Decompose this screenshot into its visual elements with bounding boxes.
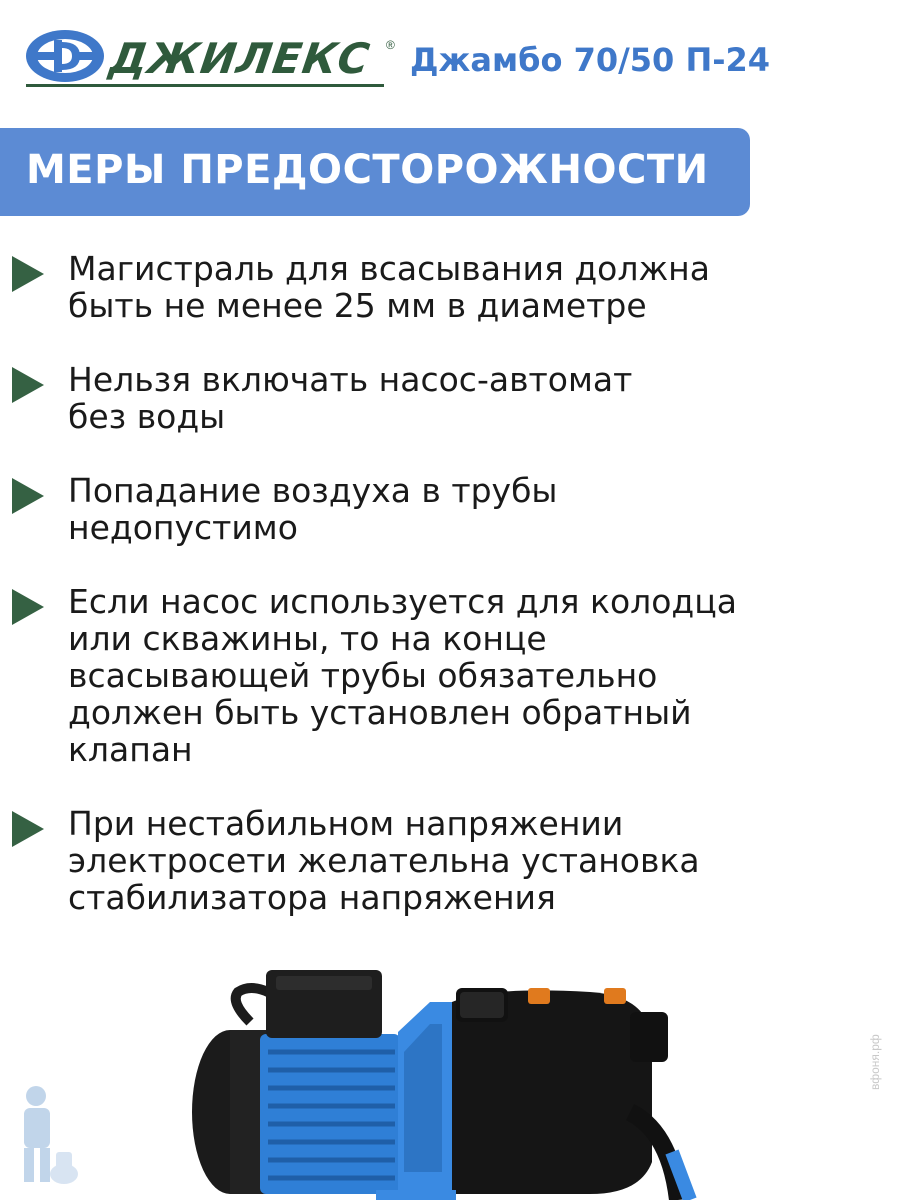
model-name: Джамбо 70/50 П-24 xyxy=(410,41,771,79)
banner-title: МЕРЫ ПРЕДОСТОРОЖНОСТИ xyxy=(26,147,709,193)
list-item xyxy=(0,472,900,546)
brand-name: ДЖИЛЕКС xyxy=(106,34,374,83)
triangle-bullet-icon xyxy=(12,811,44,847)
plumber-mascot-icon xyxy=(6,1082,82,1194)
triangle-bullet-icon xyxy=(12,589,44,625)
list-item xyxy=(0,805,900,916)
list-item-text: Попадание воздуха в трубы недопустимо xyxy=(68,471,558,547)
triangle-bullet-icon xyxy=(12,256,44,292)
registered-mark: ® xyxy=(386,38,395,52)
list-item-text: Нельзя включать насос-автомат без воды xyxy=(68,360,633,436)
header xyxy=(0,0,900,120)
list-item-text: Магистраль для всасывания должна быть не менее 25 мм в диаметре xyxy=(68,249,710,325)
list-item-text: Если насос используется для колодца или скважины, то на конце всасывающей трубы обязательно должен быть установлен обратный клапан xyxy=(68,582,737,769)
precautions-list xyxy=(0,250,900,953)
jileks-logo-icon xyxy=(24,28,106,84)
list-item xyxy=(0,361,900,435)
watermark: вфоня.рф xyxy=(868,1034,882,1090)
pump-image xyxy=(190,962,710,1200)
list-item-text: При нестабильном напряжении электросети желательна установка стабилизатора напряжения xyxy=(68,804,700,917)
list-item xyxy=(0,250,900,324)
brand-underline xyxy=(26,84,384,87)
triangle-bullet-icon xyxy=(12,367,44,403)
list-item xyxy=(0,583,900,768)
triangle-bullet-icon xyxy=(12,478,44,514)
section-banner xyxy=(0,128,750,216)
